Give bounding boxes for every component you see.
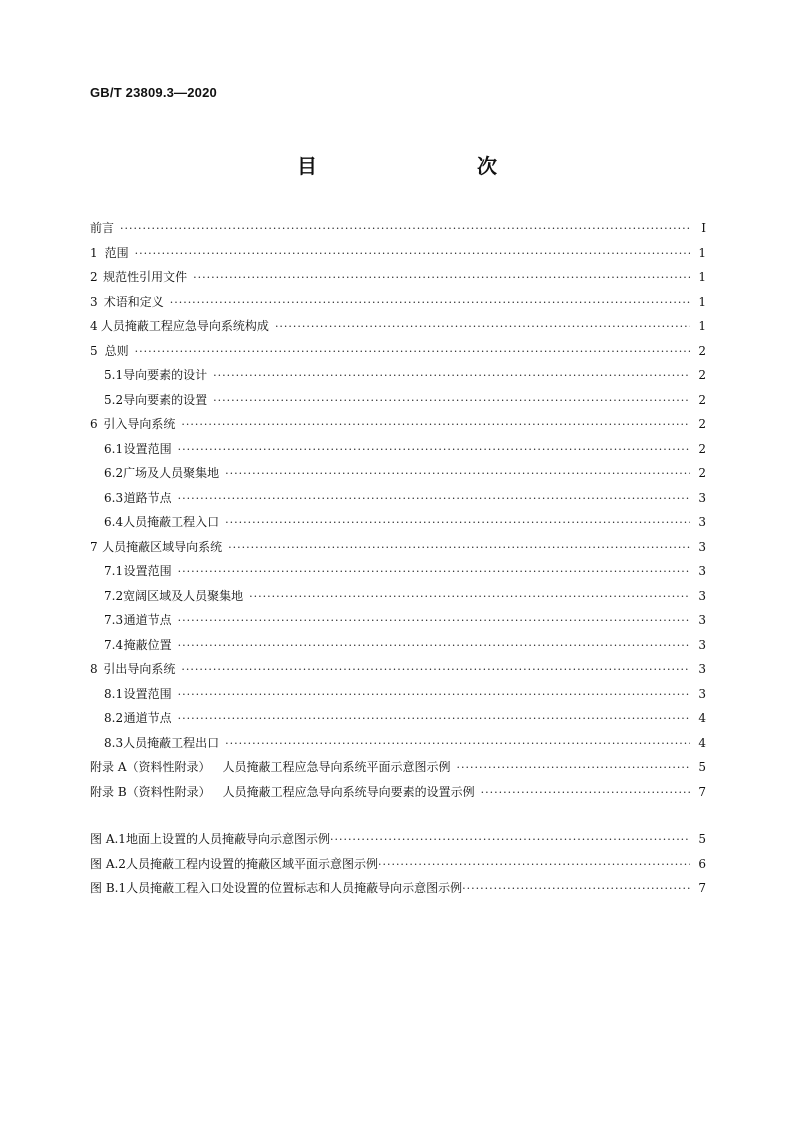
toc-entry-number: 6.2 <box>104 466 124 480</box>
dot-leader <box>120 217 690 242</box>
dot-leader <box>225 511 690 536</box>
toc-entry-4[interactable] <box>90 314 706 339</box>
toc-entry-number: 8.1 <box>104 686 124 701</box>
toc-entry-page: 1 <box>698 270 706 284</box>
toc-entry-page: 3 <box>698 662 706 676</box>
figure-entry-page: 6 <box>698 856 706 871</box>
dot-leader <box>378 853 690 878</box>
toc-entry-label: 范围 <box>104 245 129 260</box>
standard-code: GB/T 23809.3—2020 <box>90 85 217 100</box>
dot-leader <box>178 487 690 512</box>
toc-entry-2[interactable] <box>90 265 706 290</box>
dot-leader <box>275 315 690 340</box>
toc-entry-number: 6.4 <box>104 515 124 529</box>
dot-leader <box>457 756 691 781</box>
toc-entry-page: 7 <box>698 784 706 799</box>
figure-entry-page: 7 <box>698 881 706 895</box>
toc-entry-label: 设置范围 <box>123 686 172 701</box>
toc-entry-5-2[interactable] <box>90 388 706 413</box>
toc-entry-6-4[interactable] <box>90 510 706 535</box>
toc-entry-page: 5 <box>698 760 706 774</box>
dot-leader <box>135 340 690 365</box>
figure-entry-a2[interactable] <box>90 852 706 877</box>
dot-leader <box>193 266 690 291</box>
toc-entry-label: 人员掩蔽工程入口 <box>123 515 220 529</box>
toc-entry-appendix-b[interactable] <box>90 780 706 805</box>
toc-entry-page: 1 <box>698 319 706 333</box>
toc-entry-page: 3 <box>698 515 706 529</box>
toc-entry-label: 掩蔽位置 <box>123 637 172 652</box>
toc-entry-page: 2 <box>698 343 706 358</box>
toc-entry-6[interactable] <box>90 412 706 437</box>
figure-entry-a1[interactable] <box>90 827 706 852</box>
toc-entry-number: 6.1 <box>104 441 124 456</box>
toc-entry-number: 6.3 <box>104 490 124 505</box>
toc-entry-appendix-a[interactable] <box>90 755 706 780</box>
figure-entry-number: 图 A.1 <box>90 832 126 846</box>
toc-entry-8-2[interactable] <box>90 706 706 731</box>
toc-entry-6-2[interactable] <box>90 461 706 486</box>
toc-entry-page: 3 <box>698 686 706 701</box>
figure-entry-number: 图 B.1 <box>90 881 127 895</box>
toc-entry-1[interactable] <box>90 241 706 266</box>
toc-entry-page: 3 <box>698 490 706 505</box>
toc-entry-label: 设置范围 <box>123 564 172 578</box>
dot-leader <box>213 389 690 414</box>
toc-entry-label: 设置范围 <box>123 441 172 456</box>
toc-entry-page: Ⅰ <box>701 221 706 235</box>
dot-leader <box>481 781 690 806</box>
toc-entry-7-4[interactable] <box>90 633 706 658</box>
toc-entry-number: 附录 A（资料性附录） <box>90 760 211 774</box>
toc-entry-number: 2 <box>90 270 98 284</box>
toc-entry-label: 术语和定义 <box>103 294 164 309</box>
toc-entry-6-1[interactable] <box>90 437 706 462</box>
toc-entry-number: 4 <box>90 319 98 333</box>
toc-entry-number: 3 <box>90 294 98 309</box>
toc-entry-label: 人员掩蔽工程出口 <box>123 735 220 750</box>
dot-leader <box>181 413 690 438</box>
toc-entry-page: 2 <box>698 466 706 480</box>
dot-leader <box>178 609 690 634</box>
toc-entry-page: 1 <box>698 245 706 260</box>
toc-entry-number: 6 <box>90 417 98 431</box>
dot-leader <box>135 242 690 267</box>
dot-leader <box>249 585 690 610</box>
toc-entry-7-3[interactable] <box>90 608 706 633</box>
figure-entry-page: 5 <box>698 832 706 846</box>
toc-entry-number: 1 <box>90 245 98 260</box>
toc-entry-label: 导向要素的设计 <box>123 368 208 382</box>
toc-entry-label: 通道节点 <box>123 613 172 627</box>
toc-entry-label: 导向要素的设置 <box>123 392 208 407</box>
toc-entry-label: 人员掩蔽工程应急导向系统导向要素的设置示例 <box>222 784 475 799</box>
toc-entry-7[interactable] <box>90 535 706 560</box>
toc-entry-8-1[interactable] <box>90 682 706 707</box>
toc-entry-number: 8.2 <box>104 711 124 725</box>
toc-entry-page: 3 <box>698 539 706 554</box>
toc-entry-5[interactable] <box>90 339 706 364</box>
toc-entry-page: 2 <box>698 392 706 407</box>
figure-entry-label: 人员掩蔽工程内设置的掩蔽区域平面示意图示例 <box>125 856 378 871</box>
dot-leader <box>178 707 690 732</box>
toc-entry-7-2[interactable] <box>90 584 706 609</box>
toc-entry-page: 3 <box>698 637 706 652</box>
figure-entry-number: 图 A.2 <box>90 856 126 871</box>
toc-entry-label: 广场及人员聚集地 <box>123 466 220 480</box>
toc-entry-page: 4 <box>698 711 706 725</box>
toc-entry-number: 5 <box>90 343 98 358</box>
dot-leader <box>178 634 690 659</box>
dot-leader <box>178 560 690 585</box>
toc-entry-page: 3 <box>698 564 706 578</box>
toc-entry-number: 7.2 <box>104 588 124 603</box>
toc-entry-3[interactable] <box>90 290 706 315</box>
toc-entry-5-1[interactable] <box>90 363 706 388</box>
toc-entry-label: 人员掩蔽工程应急导向系统平面示意图示例 <box>222 760 451 774</box>
toc-entry-number: 8 <box>90 662 98 676</box>
toc-entry-8[interactable] <box>90 657 706 682</box>
figure-entry-label: 人员掩蔽工程入口处设置的位置标志和人员掩蔽导向示意图示例 <box>126 881 463 895</box>
toc-entry-page: 1 <box>698 294 706 309</box>
toc-entry-label: 前言 <box>90 221 115 235</box>
dot-leader <box>170 291 690 316</box>
dot-leader <box>462 877 690 902</box>
dot-leader <box>181 658 690 683</box>
toc-entry-number: 8.3 <box>104 735 124 750</box>
toc-entry-number: 5.2 <box>104 392 124 407</box>
dot-leader <box>330 828 690 853</box>
page-title: 目 次 <box>297 154 537 178</box>
dot-leader <box>225 462 690 487</box>
dot-leader <box>178 438 690 463</box>
dot-leader <box>178 683 690 708</box>
toc-entry-number: 5.1 <box>104 368 124 382</box>
toc-entry-page: 2 <box>698 417 706 431</box>
toc-entry-foreword[interactable] <box>90 216 706 241</box>
toc-entry-label: 引出导向系统 <box>103 662 176 676</box>
toc-entry-number: 附录 B（资料性附录） <box>90 784 211 799</box>
toc-entry-number: 7 <box>90 539 98 554</box>
toc-entry-label: 规范性引用文件 <box>103 270 188 284</box>
toc-entry-7-1[interactable] <box>90 559 706 584</box>
dot-leader <box>213 364 690 389</box>
figure-entry-label: 地面上设置的人员掩蔽导向示意图示例 <box>125 832 330 846</box>
dot-leader <box>228 536 690 561</box>
toc-entry-page: 3 <box>698 613 706 627</box>
toc-entry-page: 4 <box>698 735 706 750</box>
toc-entry-page: 2 <box>698 441 706 456</box>
toc-entry-number: 7.4 <box>104 637 124 652</box>
toc-entry-label: 人员掩蔽工程应急导向系统构成 <box>100 319 269 333</box>
toc-entry-page: 2 <box>698 368 706 382</box>
toc-entry-page: 3 <box>698 588 706 603</box>
toc-entry-number: 7.1 <box>104 564 124 578</box>
dot-leader <box>225 732 690 757</box>
toc-entry-label: 道路节点 <box>123 490 172 505</box>
toc-entry-label: 人员掩蔽区域导向系统 <box>102 539 223 554</box>
toc-entry-label: 总则 <box>104 343 129 358</box>
toc-entry-label: 宽阔区域及人员聚集地 <box>123 588 244 603</box>
table-of-contents <box>90 216 706 901</box>
toc-entry-label: 引入导向系统 <box>103 417 176 431</box>
figure-entry-b1[interactable] <box>90 876 706 901</box>
toc-entry-8-3[interactable] <box>90 731 706 756</box>
toc-entry-label: 通道节点 <box>123 711 172 725</box>
toc-entry-6-3[interactable] <box>90 486 706 511</box>
toc-entry-number: 7.3 <box>104 613 124 627</box>
